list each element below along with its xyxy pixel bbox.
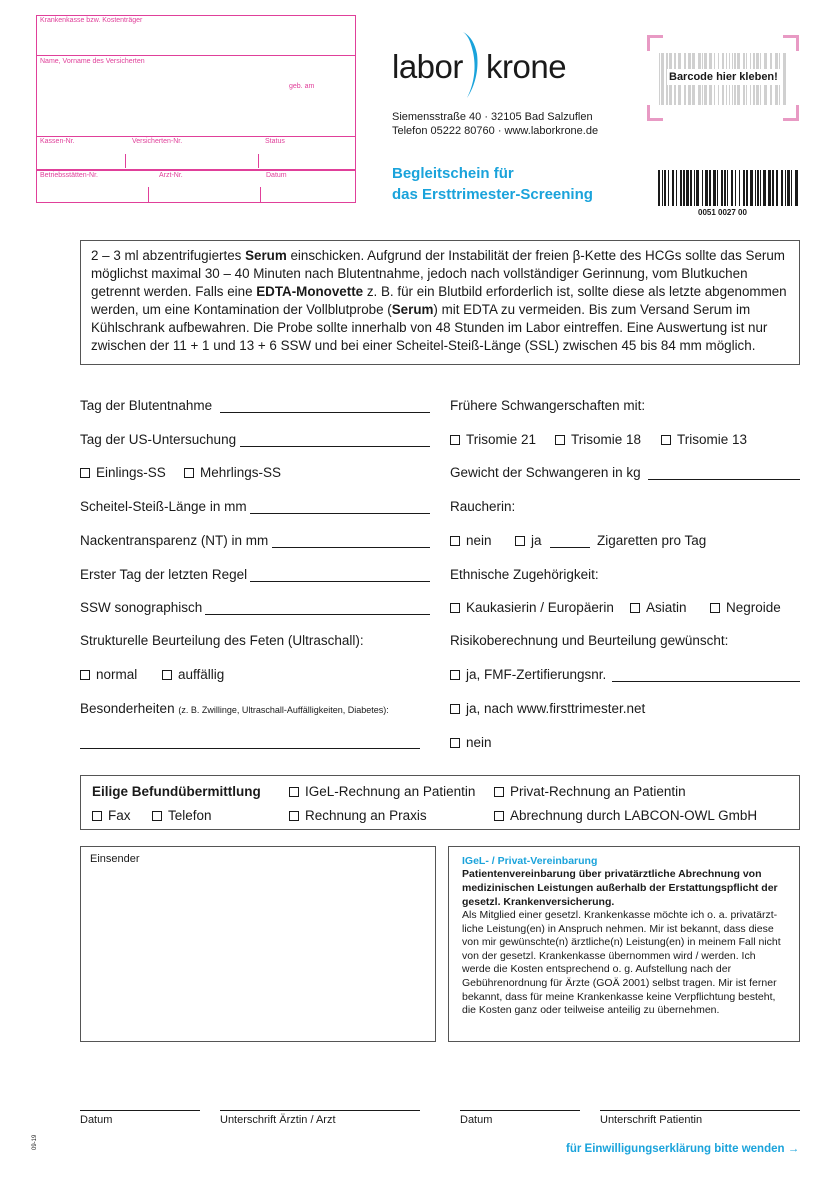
checkbox[interactable]	[450, 670, 460, 680]
checkbox[interactable]	[450, 435, 460, 445]
address-line-1: Siemensstraße 40 · 32105 Bad Salzuflen	[392, 111, 593, 123]
patient-data-box	[36, 15, 356, 203]
structural-label: Strukturelle Beurteilung des Feten (Ultraschall):	[80, 633, 364, 648]
checkbox[interactable]	[152, 811, 162, 821]
divider	[260, 187, 261, 203]
sticker-label: Barcode hier kleben!	[669, 71, 778, 83]
checkbox[interactable]	[630, 603, 640, 613]
checkbox[interactable]	[661, 435, 671, 445]
t13-label: Trisomie 13	[677, 432, 748, 447]
corner-mark	[783, 35, 799, 51]
practice-option[interactable]	[289, 808, 427, 823]
lmp-field[interactable]	[250, 581, 430, 582]
ssw-label: SSW sonographisch	[80, 600, 203, 615]
insurance-label: Krankenkasse bzw. Kostenträger	[40, 17, 143, 24]
billing-box	[80, 775, 800, 830]
practice-label: Rechnung an Praxis	[305, 808, 427, 823]
remarks-hint: (z. B. Zwillinge, Ultraschall-Auffälligkeiten, Diabetes):	[178, 705, 389, 715]
smoker-yes-label: ja	[531, 533, 542, 548]
logo-right-text: krone	[486, 48, 567, 85]
risk-label: Risikoberechnung und Beurteilung gewünscht:	[450, 633, 729, 648]
instructions-text: einschicken. Aufgrund der Instabilität der freien β-Kette des HCGs sollte das Serum möglichst maximal 30 – 40 Minuten nach Blutentnahme, jedoch nach vollständiger Gerinnung, vom Blutkuchen getrennt werden. Falls eine	[91, 248, 785, 299]
doctor-signature-line[interactable]	[220, 1110, 420, 1111]
title-line-2: das Ersttrimester-Screening	[392, 186, 593, 203]
corner-mark	[783, 105, 799, 121]
nt-label: Nackentransparenz (NT) in mm	[80, 533, 269, 548]
checkbox[interactable]	[555, 435, 565, 445]
checkbox[interactable]	[450, 704, 460, 714]
nt-field[interactable]	[272, 547, 430, 548]
checkbox[interactable]	[515, 536, 525, 546]
corner-mark	[647, 35, 663, 51]
name-label: Name, Vorname des Versicherten	[40, 58, 145, 65]
ssw-field[interactable]	[205, 614, 430, 615]
singleton-label: Einlings-SS	[96, 465, 166, 480]
negroid-option[interactable]	[710, 600, 781, 615]
ethnic-label: Ethnische Zugehörigkeit:	[450, 567, 599, 582]
normal-label: normal	[96, 667, 138, 682]
multiple-option[interactable]	[184, 465, 281, 480]
fax-option[interactable]	[92, 808, 131, 823]
t18-option[interactable]	[555, 432, 641, 447]
caucasian-option[interactable]	[450, 600, 614, 615]
asian-option[interactable]	[630, 600, 687, 615]
insured-no-label: Versicherten-Nr.	[132, 138, 183, 145]
t21-label: Trisomie 21	[466, 432, 537, 447]
site-no-label: Betriebsstätten-Nr.	[40, 172, 98, 179]
private-patient-option[interactable]	[494, 784, 686, 799]
instructions-text: 2 – 3 ml abzentrifugiertes	[91, 248, 246, 263]
negroid-label: Negroide	[726, 600, 781, 615]
divider	[125, 154, 126, 168]
smoker-yes-option[interactable]	[515, 533, 542, 548]
blood-date-field[interactable]	[220, 412, 430, 413]
remarks-label	[80, 701, 389, 716]
status-label: Status	[265, 138, 285, 145]
phone-label: Telefon	[168, 808, 212, 823]
barcode-number: 0051 0027 00	[698, 208, 747, 217]
checkbox[interactable]	[289, 787, 299, 797]
checkbox[interactable]	[162, 670, 172, 680]
patient-signature-line[interactable]	[600, 1110, 800, 1111]
igel-agreement-box	[448, 846, 800, 1042]
t21-option[interactable]	[450, 432, 536, 447]
birth-label: geb. am	[289, 83, 315, 90]
logo-left-text: labor	[392, 48, 463, 85]
fax-label: Fax	[108, 808, 131, 823]
turn-page-hint: für Einwilligungserklärung bitte wenden →	[566, 1143, 800, 1155]
asian-label: Asiatin	[646, 600, 687, 615]
logo-swoosh-icon	[461, 30, 485, 100]
instructions-text: z. B. für ein Blutbild erforderlich ist, sollte diese als letzte abgenommen werden, um eine Kontamination der Vollblutprobe (	[91, 284, 787, 317]
smoker-label: Raucherin:	[450, 499, 516, 514]
corner-mark	[647, 105, 663, 121]
patient-signature-label: Unterschrift Patientin	[600, 1114, 703, 1126]
risk-no-label: nein	[466, 735, 492, 750]
version-code: 09-19	[32, 1134, 38, 1150]
divider	[258, 154, 259, 168]
smoker-no-label: nein	[466, 533, 492, 548]
weight-field[interactable]	[648, 479, 800, 480]
title-line-1: Begleitschein für	[392, 165, 514, 182]
fund-no-label: Kassen-Nr.	[40, 138, 75, 145]
us-date-field[interactable]	[240, 446, 430, 447]
weight-label: Gewicht der Schwangeren in kg	[450, 465, 641, 480]
sender-box[interactable]	[80, 846, 436, 1042]
previous-pregnancies-label: Frühere Schwangerschaften mit:	[450, 398, 646, 413]
igel-heading: IGeL- / Privat-Vereinbarung	[462, 855, 598, 867]
t13-option[interactable]	[661, 432, 747, 447]
phone-option[interactable]	[152, 808, 212, 823]
divider	[37, 169, 355, 171]
urgent-label: Eilige Befundübermittlung	[92, 784, 261, 799]
igel-patient-label: IGeL-Rechnung an Patientin	[305, 784, 476, 799]
date-label: Datum	[266, 172, 287, 179]
t18-label: Trisomie 18	[571, 432, 642, 447]
checkbox[interactable]	[710, 603, 720, 613]
date-signature-line[interactable]	[460, 1110, 580, 1111]
web-label: ja, nach www.firsttrimester.net	[466, 701, 646, 716]
barcode	[658, 170, 800, 206]
fmf-option[interactable]	[450, 667, 606, 682]
divider	[148, 187, 149, 203]
abnormal-option[interactable]	[162, 667, 224, 682]
labcon-option[interactable]	[494, 808, 757, 823]
crl-field[interactable]	[250, 513, 430, 514]
lmp-label: Erster Tag der letzten Regel	[80, 567, 248, 582]
igel-text: Als Mitglied einer gesetzl. Krankenkasse möchte ich o. a. privatärztliche Leistung(en) in Anspruch nehmen. Mir ist bekannt, dass diese von mir gewünschte(n) ärztliche(n) Leistung(en) in meinem Fall nicht von der gesetzl. Krankenkasse übernommen wird / werden. Ich werde die Kosten entsprechend o. g. Aufstellung nach der Gebührenordnung für Ärzte (GOÄ 2001) selbst tragen. Mir ist ferner bekannt, dass für meine Krankenkasse keine Verpflichtung besteht, die Kosten ganz oder teilweise anteilig zu übernehmen.	[462, 909, 781, 1017]
instructions-bold: Serum	[245, 248, 287, 263]
checkbox[interactable]	[184, 468, 194, 478]
divider	[37, 55, 355, 56]
singleton-option[interactable]	[80, 465, 166, 480]
abnormal-label: auffällig	[178, 667, 225, 682]
instructions-box	[80, 240, 800, 365]
checkbox[interactable]	[80, 670, 90, 680]
remarks-title: Besonderheiten	[80, 701, 175, 716]
instructions-text: ) mit EDTA zu vermeiden. Bis zum Versand Serum im Kühlschrank aufbewahren. Die Probe sollte innerhalb von 48 Stunden im Labor eintreffen. Eine Auswertung ist nur zwischen der 11 + 1 und 13 + 6 SSW und bei einer Scheitel-Steiß-Länge (SSL) zwischen 45 bis 84 mm möglich.	[91, 302, 768, 353]
address-line-2: Telefon 05222 80760 · www.laborkrone.de	[392, 125, 599, 137]
caucasian-label: Kaukasierin / Europäerin	[466, 600, 614, 615]
date-label-1: Datum	[80, 1114, 113, 1126]
web-option[interactable]	[450, 701, 645, 716]
normal-option[interactable]	[80, 667, 137, 682]
checkbox[interactable]	[450, 738, 460, 748]
doctor-signature-label: Unterschrift Ärztin / Arzt	[220, 1114, 336, 1126]
checkbox[interactable]	[494, 787, 504, 797]
instructions-bold: Serum	[391, 302, 434, 317]
labcon-label: Abrechnung durch LABCON-OWL GmbH	[510, 808, 758, 823]
smoker-no-option[interactable]	[450, 533, 492, 548]
us-date-label: Tag der US-Untersuchung	[80, 432, 237, 447]
crl-label: Scheitel-Steiß-Länge in mm	[80, 499, 247, 514]
doctor-no-label: Arzt-Nr.	[159, 172, 183, 179]
blood-date-label: Tag der Blutentnahme	[80, 398, 213, 413]
date-label-2: Datum	[460, 1114, 493, 1126]
fmf-field[interactable]	[612, 681, 800, 682]
igel-bold-text: Patientenvereinbarung über privatärztliche Abrechnung von medizinischen Leistungen außerhalb der Erstattungspflicht der gesetzl. Krankenversicherung.	[462, 868, 778, 908]
cigarettes-field[interactable]	[550, 547, 590, 548]
risk-no-option[interactable]	[450, 735, 492, 750]
checkbox[interactable]	[80, 468, 90, 478]
sender-label: Einsender	[90, 853, 140, 865]
barcode-sticker-area	[647, 35, 799, 121]
checkbox[interactable]	[450, 603, 460, 613]
private-patient-label: Privat-Rechnung an Patientin	[510, 784, 686, 799]
igel-patient-option[interactable]	[289, 784, 475, 799]
instructions-bold: EDTA-Monovette	[256, 284, 364, 299]
remarks-field[interactable]	[80, 748, 420, 749]
date-signature-line[interactable]	[80, 1110, 200, 1111]
checkbox[interactable]	[494, 811, 504, 821]
multiple-label: Mehrlings-SS	[200, 465, 282, 480]
checkbox[interactable]	[289, 811, 299, 821]
checkbox[interactable]	[92, 811, 102, 821]
divider	[37, 136, 355, 137]
cigarettes-label: Zigaretten pro Tag	[597, 533, 707, 548]
checkbox[interactable]	[450, 536, 460, 546]
fmf-label: ja, FMF-Zertifierungsnr.	[466, 667, 607, 682]
